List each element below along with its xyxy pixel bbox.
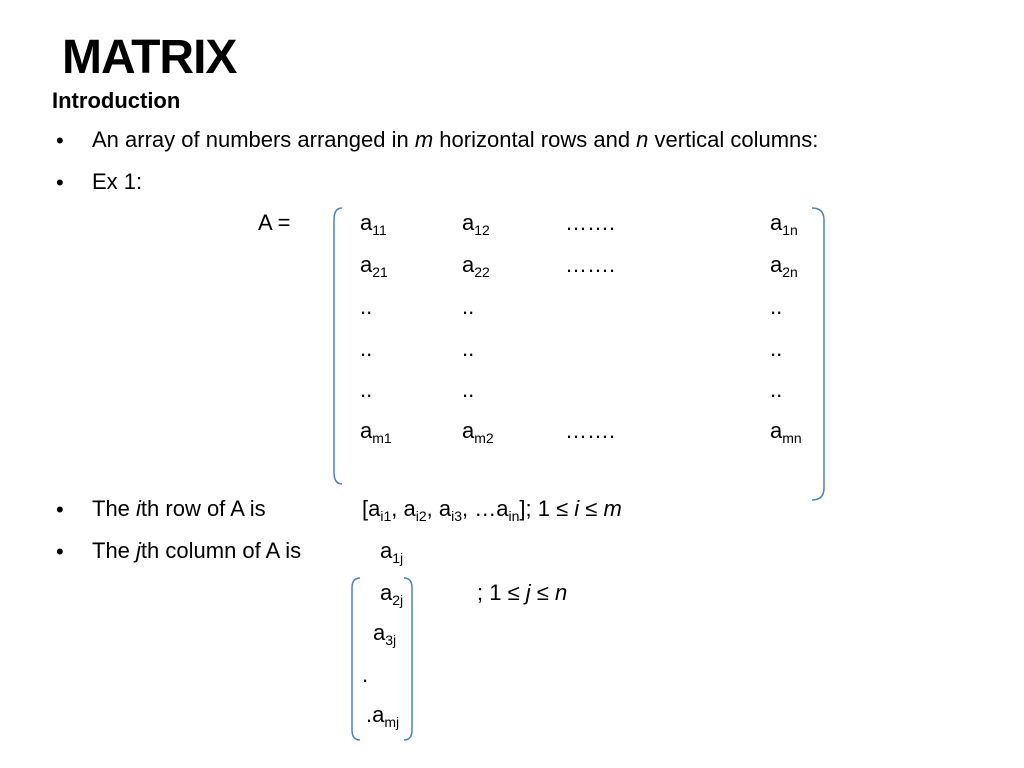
matrix-ellipsis: ..	[462, 377, 475, 402]
matrix-ellipsis: ..	[770, 336, 783, 361]
matrix-cell: $a_{22}$	[462, 252, 490, 280]
column-condition: ; 1 ≤ j ≤ n	[477, 580, 568, 605]
matrix-cell: $a_{21}$	[360, 252, 388, 280]
matrix-right-bracket	[808, 206, 832, 502]
matrix-ellipsis: ..	[360, 377, 373, 402]
column-entry: $a_{2j}$	[380, 580, 404, 608]
matrix-ellipsis: ..	[462, 294, 475, 319]
column-entry: $a_{1j}$	[380, 538, 404, 566]
row-vector: [$a_{i1}$, $a_{i2}$, $a_{i3}$, $\dots a_{in}$]; 1 ≤ i ≤ m	[362, 496, 622, 524]
column-left-bracket	[346, 576, 364, 744]
bullet-marker: •	[56, 539, 64, 564]
matrix-cell: …….	[565, 210, 616, 235]
matrix-label: A =	[258, 210, 291, 235]
bullet-column-definition: The jth column of A is	[92, 538, 302, 563]
matrix-ellipsis: ..	[770, 377, 783, 402]
matrix-cell: $a_{12}$	[462, 210, 490, 238]
section-heading: Introduction	[52, 88, 181, 113]
matrix-cell: $a_{11}$	[360, 210, 387, 238]
bullet-marker: •	[56, 128, 64, 153]
column-entry: $.a_{mj}$	[366, 702, 400, 730]
bullet-marker: •	[56, 170, 64, 195]
bullet-row-definition: The ith row of A is	[92, 496, 266, 521]
matrix-cell: $a_{mn}$	[770, 418, 802, 446]
matrix-cell: $a_{1n}$	[770, 210, 798, 238]
bullet-example: Ex 1:	[92, 169, 143, 194]
bullet-definition: An array of numbers arranged in m horizontal rows and n vertical columns:	[92, 127, 819, 152]
matrix-ellipsis: ..	[360, 294, 373, 319]
column-entry: $a_{3j}$	[373, 620, 397, 648]
matrix-cell: $a_{m2}$	[462, 418, 494, 446]
bullet-marker: •	[56, 497, 64, 522]
matrix-ellipsis: ..	[360, 336, 373, 361]
matrix-ellipsis: ..	[462, 336, 475, 361]
matrix-cell: $a_{m1}$	[360, 418, 392, 446]
matrix-cell: …….	[565, 418, 616, 443]
matrix-ellipsis: ..	[770, 294, 783, 319]
page-title: MATRIX	[62, 31, 237, 84]
column-ellipsis: .	[362, 662, 369, 687]
matrix-cell: $a_{2n}$	[770, 252, 798, 280]
matrix-left-bracket	[326, 206, 346, 486]
matrix-cell: …….	[565, 252, 616, 277]
